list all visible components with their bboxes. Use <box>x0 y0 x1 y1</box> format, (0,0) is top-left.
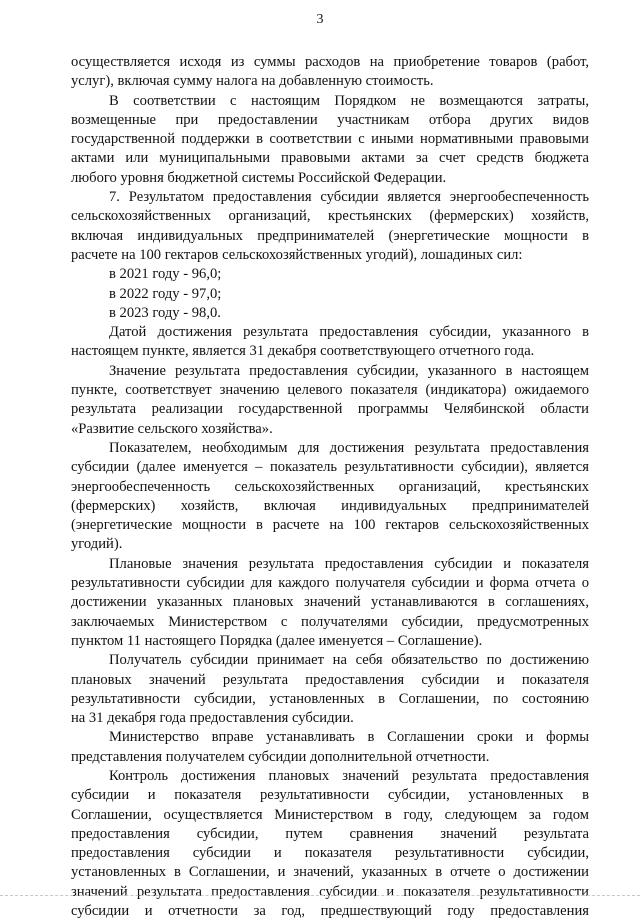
text-line: Контроль достижения плановых значений результата предоставления <box>109 767 589 784</box>
text-line: государственной поддержки в соответствии с иными нормативными правовыми <box>71 131 589 148</box>
list-item: в 2022 году - 97,0; <box>109 285 222 302</box>
text-line: любого уровня бюджетной системы Российской Федерации. <box>71 169 447 186</box>
text-line: пунктом 11 настоящего Порядка (далее именуется – Соглашение). <box>71 632 483 649</box>
text-line: субсидии и отчетности за год, предшествующий году предоставления <box>71 903 589 920</box>
text-line: настоящем пункте, является 31 декабря соответствующего отчетного года. <box>71 343 535 360</box>
text-line: угодий). <box>71 536 123 553</box>
text-line: Датой достижения результата предоставления субсидии, указанного в <box>109 324 589 341</box>
scan-edge-divider <box>0 895 640 896</box>
list-item: в 2023 году - 98,0. <box>109 304 221 321</box>
text-line: установленных в Соглашении, и значений, указанных в отчете о достижении <box>71 864 589 881</box>
text-line: на 31 декабря года предоставления субсидии. <box>71 710 354 727</box>
body-text <box>71 53 589 921</box>
text-line: (фермерских) хозяйств, включая индивидуальных предпринимателей <box>71 497 589 514</box>
text-line: Значение результата предоставления субсидии, указанного в настоящем <box>109 362 589 379</box>
text-line: Соглашении, осуществляется Министерством в году, следующем за годом <box>71 806 589 823</box>
list-item: в 2021 году - 96,0; <box>109 266 222 283</box>
text-line: Показателем, необходимым для достижения результата предоставления <box>109 439 589 456</box>
text-line: «Развитие сельского хозяйства». <box>71 420 273 437</box>
text-line: (энергетические мощности в расчете на 100 гектаров сельскохозяйственных <box>71 517 589 534</box>
text-line: достижении указанных плановых значений устанавливаются в соглашениях, <box>71 594 589 611</box>
text-line: В соответствии с настоящим Порядком не возмещаются затраты, <box>109 92 589 109</box>
text-line: субсидии и показателя результативности субсидии, установленных в <box>71 787 589 804</box>
text-line: Плановые значения результата предоставления субсидии и показателя <box>109 555 589 572</box>
text-line: пункте, соответствует значению целевого показателя (индикатора) ожидаемого <box>71 382 589 399</box>
text-line: предоставления субсидии, путем сравнения значений результата <box>71 825 589 842</box>
text-line: включая индивидуальных предпринимателей (энергетические мощности в <box>71 227 589 244</box>
text-line: энергообеспеченность сельскохозяйственных организаций, крестьянских <box>71 478 589 495</box>
text-line: возмещенные при предоставлении участникам отбора других видов <box>71 111 589 128</box>
text-line: Министерство вправе устанавливать в Соглашении сроки и формы <box>109 729 589 746</box>
text-line: Получатель субсидии принимает на себя обязательство по достижению <box>109 652 589 669</box>
text-line: заключаемых Министерством с получателями субсидии, предусмотренных <box>71 613 589 630</box>
text-line: предоставления субсидии и показателя результативности субсидии, <box>71 845 589 862</box>
page-number: 3 <box>316 12 324 27</box>
text-line: сельскохозяйственных организаций, крестьянских (фермерских) хозяйств, <box>71 208 589 225</box>
text-line: субсидии (далее именуется – показатель результативности субсидии), является <box>71 459 589 476</box>
text-line: значений результата предоставления субсидии и показателя результативности <box>71 883 589 900</box>
text-line: результативности субсидии, установленных в Соглашении, по состоянию <box>71 690 589 707</box>
text-line: расчете на 100 гектаров сельскохозяйственных угодий), лошадиных сил: <box>71 246 523 263</box>
text-line: представления получателем субсидии дополнительной отчетности. <box>71 748 490 765</box>
text-line: результативности субсидии для каждого получателя субсидии и форма отчета о <box>71 575 589 592</box>
text-line: плановых значений результата предоставления субсидии и показателя <box>71 671 589 688</box>
text-line: результата реализации государственной программы Челябинской области <box>71 401 589 418</box>
text-line: осуществляется исходя из суммы расходов на приобретение товаров (работ, <box>71 54 589 70</box>
text-line: услуг), включая сумму налога на добавленную стоимость. <box>71 73 434 90</box>
text-line: актами или муниципальными правовыми актами за счет средств бюджета <box>71 150 589 167</box>
text-line: 7. Результатом предоставления субсидии является энергообеспеченность <box>109 189 589 206</box>
